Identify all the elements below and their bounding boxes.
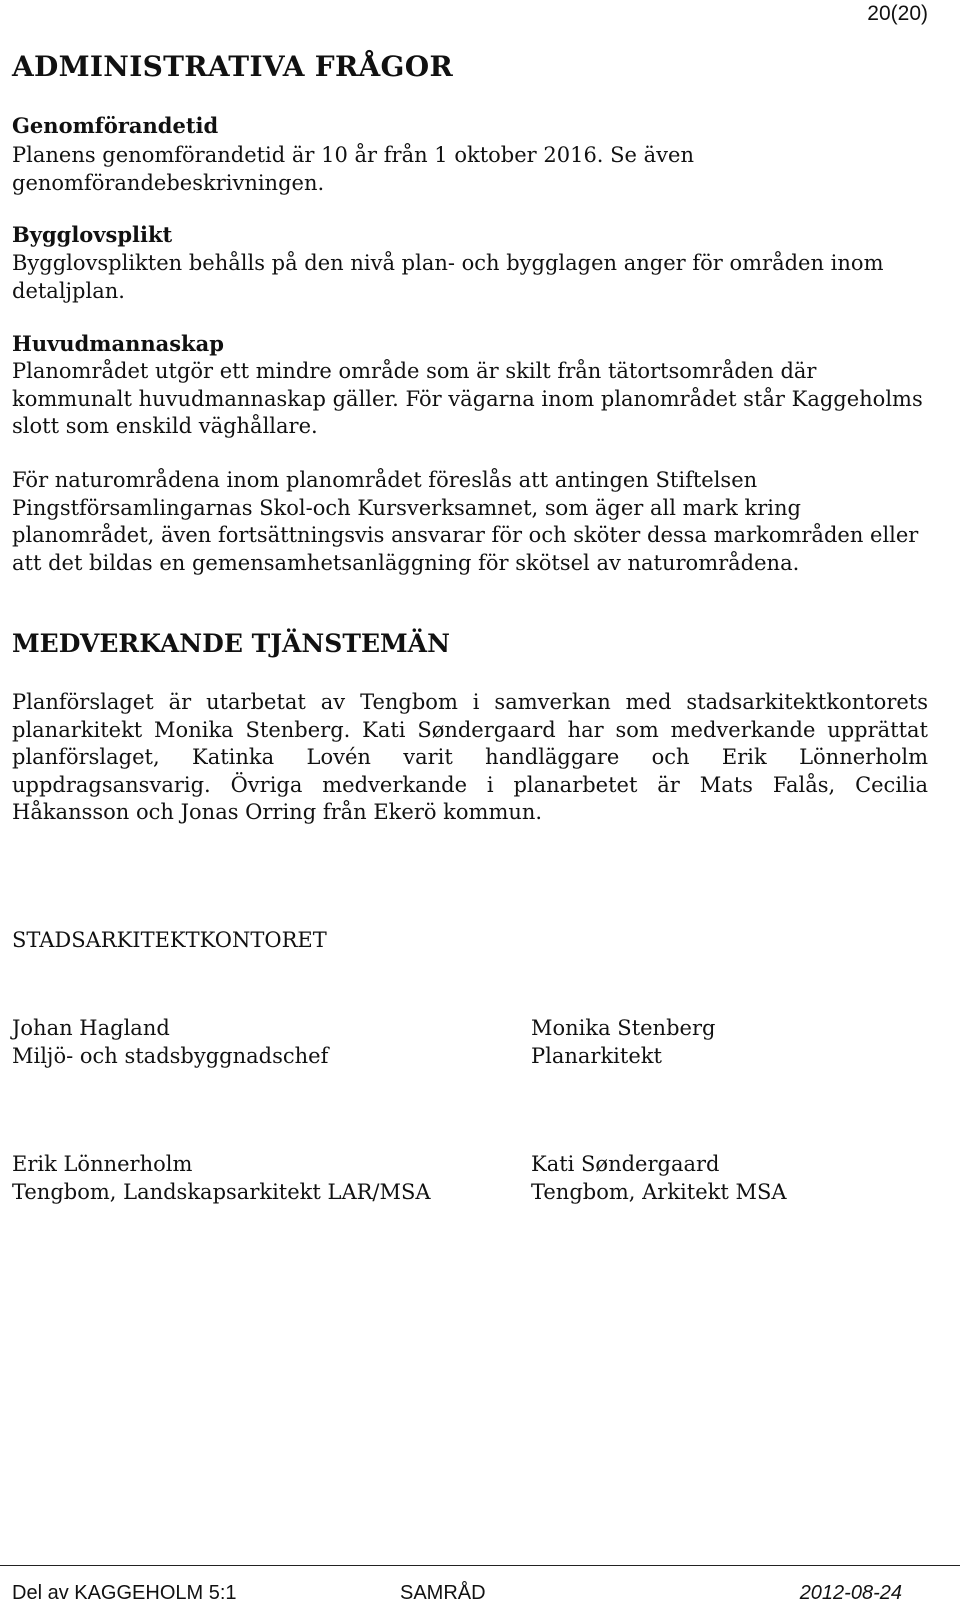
signatory-block bbox=[12, 1151, 431, 1206]
text-line: Bygglovsplikten behålls på den nivå plan- och bygglagen anger för områden inom bbox=[12, 251, 884, 275]
subheading-building-permit: Bygglovsplikt bbox=[12, 222, 173, 247]
paragraph-nature-areas bbox=[12, 467, 930, 577]
signatory-name: Johan Hagland bbox=[12, 1016, 170, 1040]
text-line: Planens genomförandetid är 10 år från 1 oktober 2016. Se även bbox=[12, 143, 694, 167]
text-line: slott som enskild väghållare. bbox=[12, 414, 318, 438]
footer-date: 2012-08-24 bbox=[799, 1582, 902, 1604]
text-line: planområdet, även fortsättningsvis ansvarar för och sköter dessa markområden eller bbox=[12, 523, 919, 547]
text-line: För naturområdena inom planområdet föreslås att antingen Stiftelsen bbox=[12, 468, 758, 492]
signatory-title: Tengbom, Landskapsarkitekt LAR/MSA bbox=[12, 1179, 431, 1204]
subheading-principal: Huvudmannaskap bbox=[12, 331, 224, 356]
signatory-title: Tengbom, Arkitekt MSA bbox=[531, 1179, 787, 1204]
paragraph-principal bbox=[12, 358, 930, 441]
footer-stage: SAMRÅD bbox=[400, 1582, 486, 1604]
text-line: att det bildas en gemensamhetsanläggning för skötsel av naturområdena. bbox=[12, 550, 800, 575]
text-line: detaljplan. bbox=[12, 278, 125, 303]
text-line: genomförandebeskrivningen. bbox=[12, 170, 325, 195]
paragraph-officials: Planförslaget är utarbetat av Tengbom i samverkan med stadsarkitektkontorets planarkitekt Monika Stenberg. Kati Søndergaard har som medverkande upprättat planförslaget, Katinka Lovén varit handläggare och Erik Lönnerholm uppdragsansvarig. Övriga medverkande i planarbetet är Mats Falås, Cecilia Håkansson och Jonas Orring från Ekerö kommun. bbox=[12, 690, 928, 824]
paragraph-building-permit bbox=[12, 250, 930, 305]
text-line: kommunalt huvudmannaskap gäller. För vägarna inom planområdet står Kaggeholms bbox=[12, 386, 923, 411]
signatory-name: Erik Lönnerholm bbox=[12, 1152, 193, 1176]
office-name: STADSARKITEKTKONTORET bbox=[12, 928, 327, 952]
section-heading-officials: MEDVERKANDE TJÄNSTEMÄN bbox=[12, 629, 450, 658]
subheading-implementation-period: Genomförandetid bbox=[12, 113, 219, 138]
signatory-title: Miljö- och stadsbyggnadschef bbox=[12, 1043, 329, 1068]
signatory-block bbox=[531, 1151, 787, 1206]
page-number: 20(20) bbox=[867, 2, 928, 25]
footer-divider bbox=[0, 1565, 960, 1566]
signatory-block bbox=[531, 1015, 715, 1070]
signatory-title: Planarkitekt bbox=[531, 1043, 662, 1068]
paragraph-implementation-period bbox=[12, 142, 930, 197]
signatory-block bbox=[12, 1015, 328, 1070]
text-line: Pingstförsamlingarnas Skol-och Kursverksamnet, som äger all mark kring bbox=[12, 495, 801, 520]
section-heading-administrative: ADMINISTRATIVA FRÅGOR bbox=[12, 50, 454, 83]
footer-plan-name: Del av KAGGEHOLM 5:1 bbox=[12, 1582, 237, 1604]
signatory-name: Monika Stenberg bbox=[531, 1016, 716, 1040]
signatory-name: Kati Søndergaard bbox=[531, 1152, 720, 1176]
text-line: Planområdet utgör ett mindre område som är skilt från tätortsområden där bbox=[12, 359, 817, 383]
